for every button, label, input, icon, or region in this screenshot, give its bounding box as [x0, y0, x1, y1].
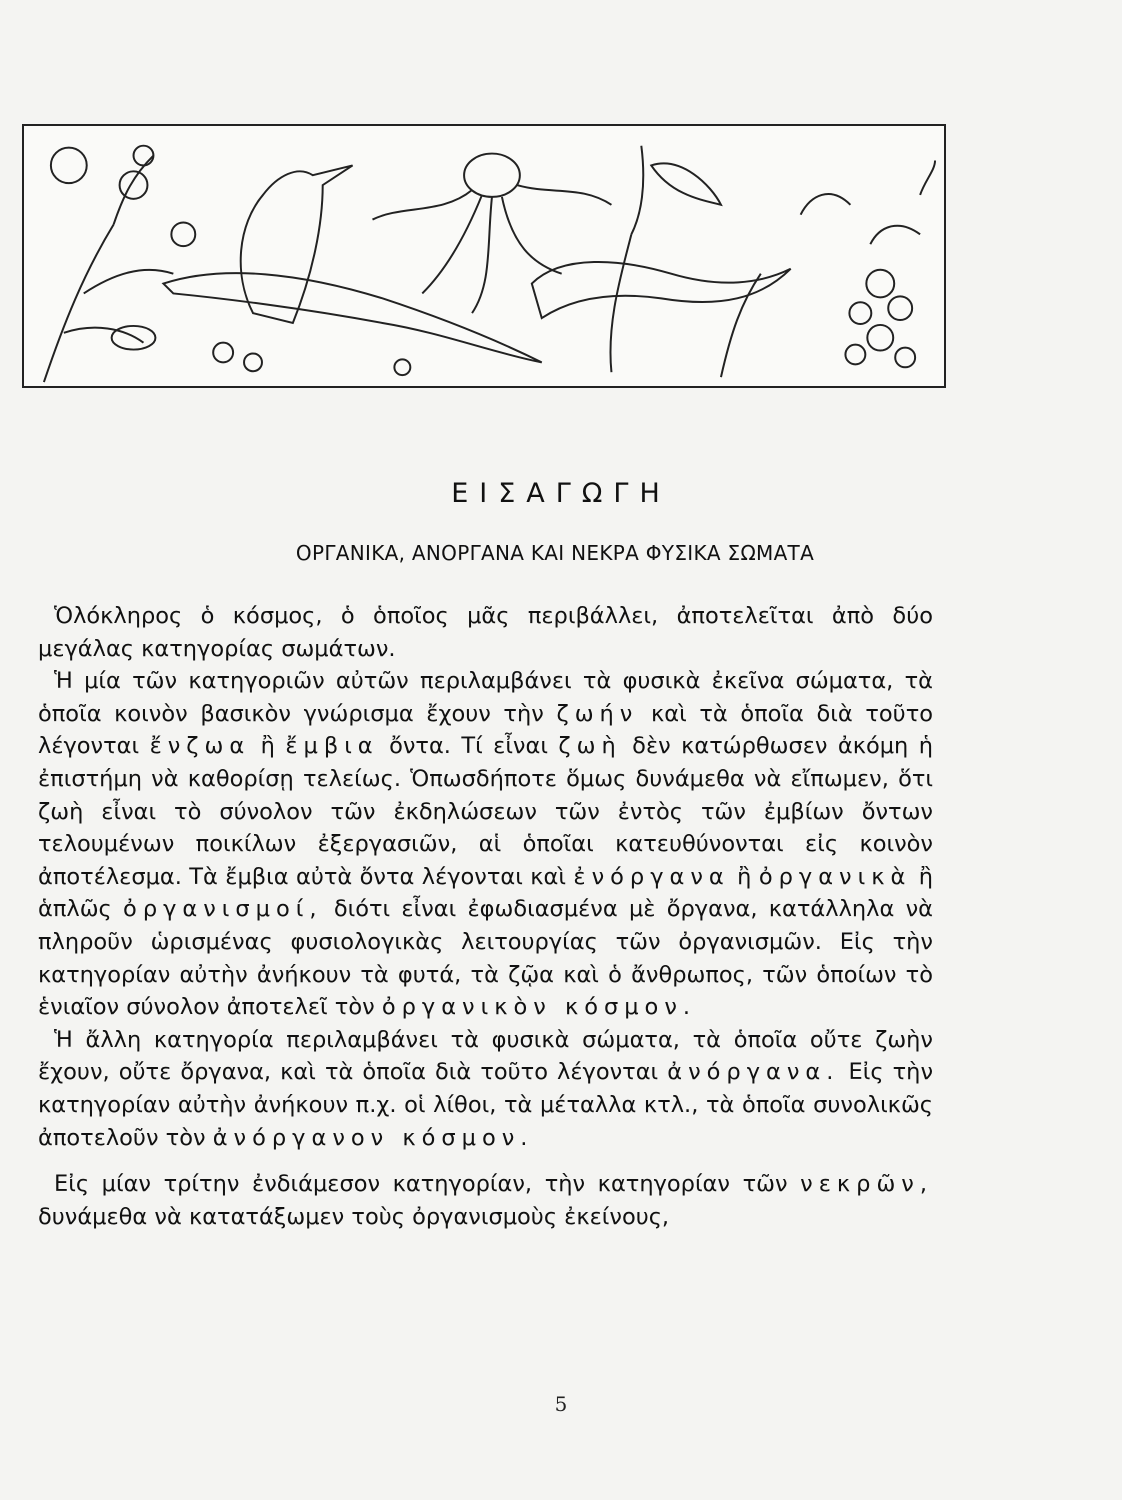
term-organika: ὀργανικὰ — [758, 863, 912, 890]
p2-text-c: ἢ — [260, 733, 275, 760]
p2-text-g: ἢ ἁπλῶς — [38, 863, 934, 923]
p2-text-e: δὲν κατώρθωσεν ἀκόμη ἡ ἐπιστήμη νὰ καθορίσῃ τελείως. Ὁπωσδήποτε ὅμως δυνάμεθα νὰ εἴπωμεν, ὅτι ζωὴ εἶναι τὸ σύνολον τῶν ἐκδηλώσεων τῶν ἐντὸς τῶν ἐμβίων ὄντων τελουμένων ποικίλων ἐξεργασιῶν, αἱ ὁποῖαι κατευθύνονται εἰς κοινὸν ἀποτέλεσμα. Τὰ ἔμβια αὐτὰ ὄντα λέγονται καὶ — [38, 733, 934, 890]
page-number: 5 — [554, 1392, 568, 1416]
term-enzoa: ἔνζωα — [149, 733, 251, 760]
p2-text-h: διότι εἶναι ἐφωδιασμένα μὲ ὄργανα, κατάλληλα νὰ πληροῦν ὡρισμένας φυσιολογικὰς λειτουργίας τῶν ὀργανισμῶν. Εἰς τὴν κατηγορίαν αὐτὴν ἀνήκουν τὰ φυτά, τὰ ζῷα καὶ ὁ ἄνθρωπος, τῶν ὁποίων τὸ ἑνιαῖον σύνολον ἀποτελεῖ τὸν — [38, 896, 933, 1021]
term-anorgana: ἀνόργανα. — [667, 1059, 840, 1086]
p2-text-d: ὄντα. Τί εἶναι — [389, 733, 548, 760]
p2-text-b: καὶ τὰ ὁποῖα διὰ τοῦτο λέγονται — [38, 700, 934, 760]
p3-text-a: Ἡ ἄλλη κατηγορία περιλαμβάνει τὰ φυσικὰ σώματα, τὰ ὁποῖα οὔτε ζωὴν ἔχουν, οὔτε ὄργανα, καὶ τὰ ὁποῖα διὰ τοῦτο λέγονται — [38, 1026, 933, 1086]
term-organikon-kosmon: ὀργανικὸν κόσμον. — [381, 994, 697, 1021]
header-illustration — [22, 124, 946, 388]
term-emvia: ἔμβια — [285, 733, 379, 760]
paragraph-4 — [38, 1168, 933, 1233]
paragraph-2 — [38, 665, 933, 1024]
p2-text-a: Ἡ μία τῶν κατηγοριῶν αὐτῶν περιλαμβάνει τὰ φυσικὰ ἐκεῖνα σώματα, τὰ ὁποῖα κοινὸν βασικὸν γνώρισμα ἔχουν τὴν — [38, 668, 933, 727]
term-enorgana: ἐνόργανα — [573, 863, 730, 890]
p2-text-f: ἢ — [737, 863, 752, 890]
term-anorganon-kosmon: ἀνόργανον κόσμον. — [212, 1124, 534, 1151]
paragraph-1: Ὁλόκληρος ὁ κόσμος, ὁ ὁποῖος μᾶς περιβάλλει, ἀποτελεῖται ἀπὸ δύο μεγάλας κατηγορίας σωμάτων. — [38, 603, 933, 662]
body-text — [38, 600, 933, 1233]
term-zoi: ζωήν — [556, 700, 639, 727]
section-subtitle: ΟΡΓΑΝΙΚΑ, ΑΝΟΡΓΑΝΑ ΚΑΙ ΝΕΚΡΑ ΦΥΣΙΚΑ ΣΩΜΑΤΑ — [295, 541, 815, 565]
term-zoi-2: ζωὴ — [558, 733, 622, 760]
p4-text-b: δυνάμεθα νὰ κατατάξωμεν τοὺς ὀργανισμοὺς ἐκείνους, — [38, 1203, 670, 1230]
term-nekron: νεκρῶν, — [800, 1171, 934, 1198]
p3-text-b: Εἰς τὴν κατηγορίαν αὐτὴν ἀνήκουν π.χ. οἱ λίθοι, τὰ μέταλλα κτλ., τὰ ὁποῖα συνολικῶς ἀποτελοῦν τὸν — [38, 1059, 934, 1151]
nature-engraving-illustration — [24, 126, 944, 386]
p4-text-a: Εἰς μίαν τρίτην ἐνδιάμεσον κατηγορίαν, τὴν κατηγορίαν τῶν — [54, 1171, 788, 1198]
paragraph-3 — [38, 1024, 933, 1154]
term-organismoi: ὀργανισμοί, — [123, 896, 323, 923]
section-title: ΕΙΣΑΓΩΓΗ — [451, 478, 671, 509]
